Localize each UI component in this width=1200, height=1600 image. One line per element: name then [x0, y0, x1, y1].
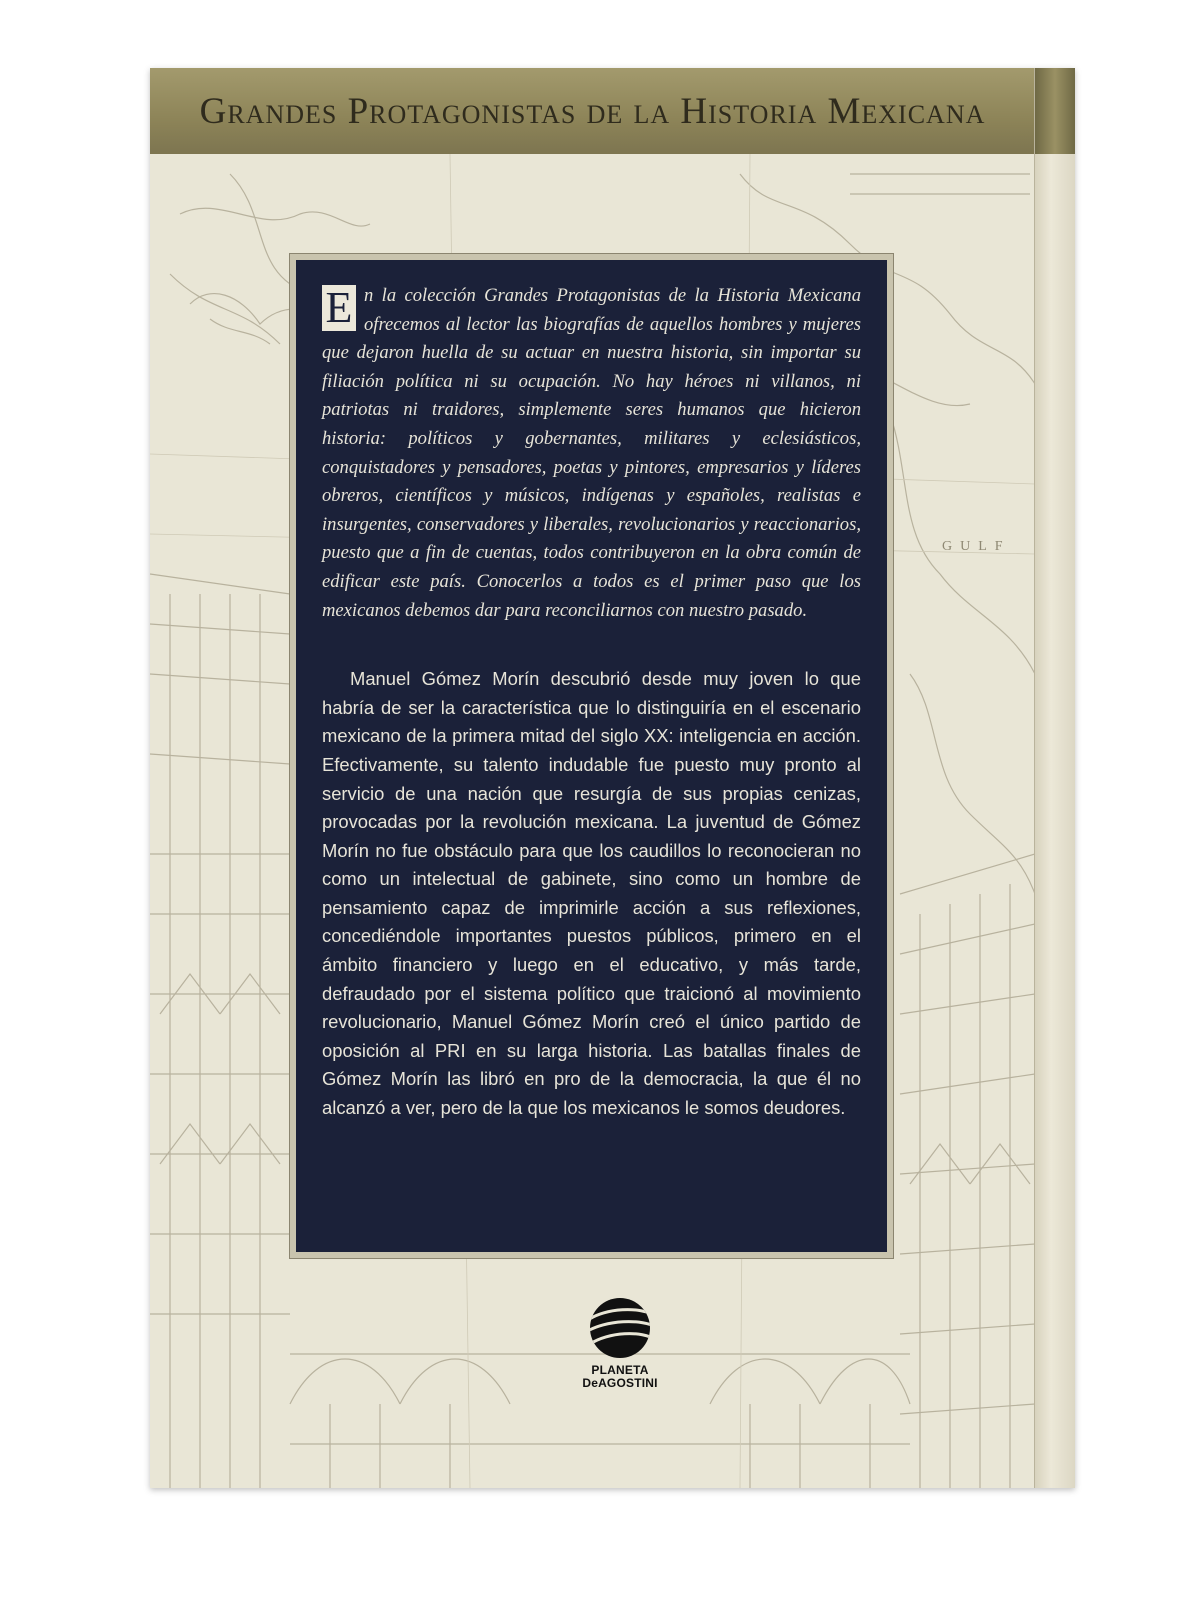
- description-panel: [290, 254, 893, 1258]
- series-title: Grandes Protagonistas de la Historia Mexicana: [199, 90, 986, 132]
- publisher-line-2: DeAGOSTINI: [582, 1376, 658, 1390]
- book-back-cover: [150, 68, 1075, 1488]
- publisher-line-1: PLANETA: [591, 1363, 649, 1377]
- book-summary: Manuel Gómez Morín descubrió desde muy joven lo que habría de ser la característica que lo distinguiría en el escenario mexicano de la primera mitad del siglo XX: inteligencia en acción. Efectivamente, su talento indudable fue puesto muy pronto al servicio de una nación que resurgía de sus propias cenizas, provocadas por la revolución mexicana. La juventud de Gómez Morín no fue obstáculo para que los caudillos lo reconocieran no como un intelectual de gabinete, sino como un hombre de pensamiento capaz de imprimirle acción a sus reflexiones, concediéndole importantes puestos públicos, primero en el ámbito financiero y luego en el educativo, y más tarde, defraudado por el sistema político que traicionó al movimiento revolucionario, Manuel Gómez Morín creó el único partido de oposición al PRI en su larga historia. Las batallas finales de Gómez Morín las libró en pro de la democracia, la que él no alcanzó a ver, pero de la que los mexicanos le somos deudores.: [322, 668, 861, 1119]
- collection-intro: [322, 282, 861, 625]
- drop-cap: E: [322, 285, 356, 331]
- publisher-logo: [560, 1294, 680, 1406]
- collection-intro-text: n la colección Grandes Protagonistas de la Historia Mexicana ofrecemos al lector las biografías de aquellos hombres y mujeres que dejaron huella de su actuar en nuestra historia, sin importar su filiación política ni su ocupación. No hay héroes ni villanos, ni patriotas ni traidores, simplemente seres humanos que hicieron historia: políticos y gobernantes, militares y eclesiásticos, conquistadores y pensadores, poetas y pintores, empresarios y líderes obreros, científicos y músicos, indígenas y españoles, realistas e insurgentes, conservadores y liberales, revolucionarios y reaccionarios, puesto que a fin de cuentas, todos contribuyeron en la obra común de edificar este país. Conocerlos a todos es el primer paso que los mexicanos debemos dar para reconciliarnos con nuestro pasado.: [322, 285, 861, 621]
- globe-logo-icon: [560, 1294, 680, 1364]
- spine-edge: [1034, 68, 1075, 1488]
- series-header-band: [150, 68, 1035, 154]
- spine-band: [1035, 68, 1075, 154]
- publisher-name: [560, 1364, 680, 1390]
- map-label-gulf: GULF: [942, 539, 1011, 554]
